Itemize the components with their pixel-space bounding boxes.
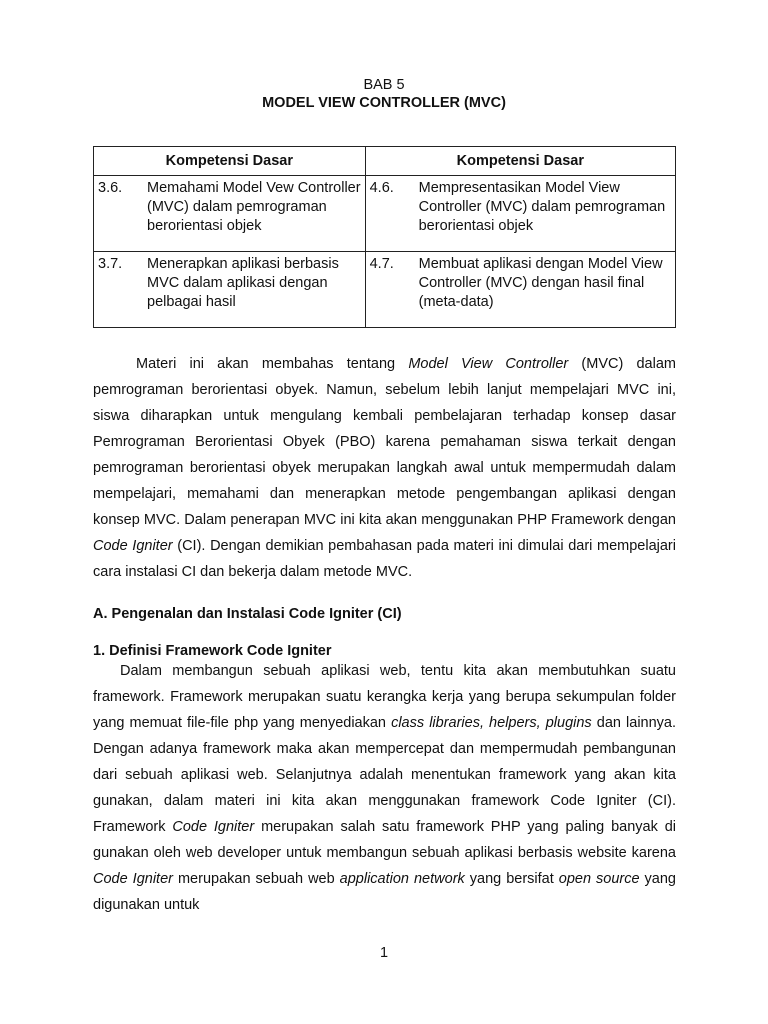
italic-term: class libraries, helpers, plugins	[391, 715, 592, 731]
competency-number: 3.6.	[98, 180, 123, 196]
text-run: yang bersifat	[464, 871, 559, 887]
table-row	[94, 252, 676, 328]
italic-term: open source	[558, 871, 640, 887]
competency-table	[93, 146, 676, 328]
table-cell-left	[94, 176, 366, 252]
text-run: Materi ini akan membahas tentang	[136, 356, 409, 372]
table-row	[94, 176, 676, 252]
subsection-heading: 1. Definisi Framework Code Igniter	[93, 643, 332, 659]
table-cell-right	[365, 252, 675, 328]
text-run: (MVC) dalam pemrograman berorientasi obyek. Namun, sebelum lebih lanjut mempelajari MVC ini, siswa diharapkan untuk mengulang kembali pembelajaran terhadap konsep dasar Pemrograman Berorientasi Obyek (PBO) karena pemahaman siswa terkait dengan pemrograman berorientasi obyek merupakan langkah awal untuk mempermudah dalam mempelajari, memahami dan menerapkan metode pengembangan aplikasi dengan konsep MVC. Dalam penerapan MVC ini kita akan menggunakan PHP Framework dengan	[93, 356, 676, 528]
competency-text: Membuat aplikasi dengan Model View Controller (MVC) dengan hasil final (meta-data)	[418, 256, 663, 310]
italic-term: Code Igniter	[93, 538, 173, 554]
table-header-left: Kompetensi Dasar	[94, 147, 366, 176]
competency-number: 4.7.	[369, 256, 394, 272]
text-run: Dalam membangun sebuah aplikasi web, tentu kita akan membutuhkan suatu framework. Framework merupakan suatu kerangka kerja yang berupa sekumpulan folder yang memuat file-file php yang menyediakan	[93, 663, 676, 731]
competency-text: Mempresentasikan Model View Controller (MVC) dalam pemrograman berorientasi objek	[418, 180, 666, 234]
competency-text: Menerapkan aplikasi berbasis MVC dalam aplikasi dengan pelbagai hasil	[147, 256, 339, 310]
table-cell-right	[365, 176, 675, 252]
text-run: dan lainnya. Dengan adanya framework maka akan mempercepat dan mempermudah pembangunan dari sebuah aplikasi web. Selanjutnya adalah menentukan framework yang akan kita gunakan, dalam materi ini kita akan menggunakan framework Code Igniter (CI). Framework	[93, 715, 677, 835]
italic-term: Model View Controller	[408, 356, 569, 372]
italic-term: application network	[339, 871, 465, 887]
definition-paragraph	[93, 658, 676, 918]
intro-paragraph	[93, 351, 676, 585]
text-run: merupakan salah satu framework PHP yang paling banyak di gunakan oleh web developer untuk membangun sebuah aplikasi berbasis website karena	[93, 819, 676, 861]
page-number: 1	[379, 945, 389, 961]
table-header-row	[94, 147, 676, 176]
competency-number: 4.6.	[369, 180, 394, 196]
chapter-number: BAB 5	[363, 77, 405, 93]
text-run: yang digunakan untuk	[93, 871, 676, 913]
competency-number: 3.7.	[98, 256, 123, 272]
italic-term: Code Igniter	[172, 819, 255, 835]
table-header-right: Kompetensi Dasar	[365, 147, 675, 176]
text-run: (CI). Dengan demikian pembahasan pada materi ini dimulai dari mempelajari cara instalasi CI dan bekerja dalam metode MVC.	[93, 538, 676, 580]
section-heading: A. Pengenalan dan Instalasi Code Igniter (CI)	[93, 606, 402, 622]
text-run: merupakan sebuah web	[172, 871, 340, 887]
chapter-title: MODEL VIEW CONTROLLER (MVC)	[262, 95, 506, 111]
competency-text: Memahami Model Vew Controller (MVC) dalam pemrograman berorientasi objek	[147, 180, 361, 234]
table-cell-left	[94, 252, 366, 328]
italic-term: Code Igniter	[93, 871, 173, 887]
